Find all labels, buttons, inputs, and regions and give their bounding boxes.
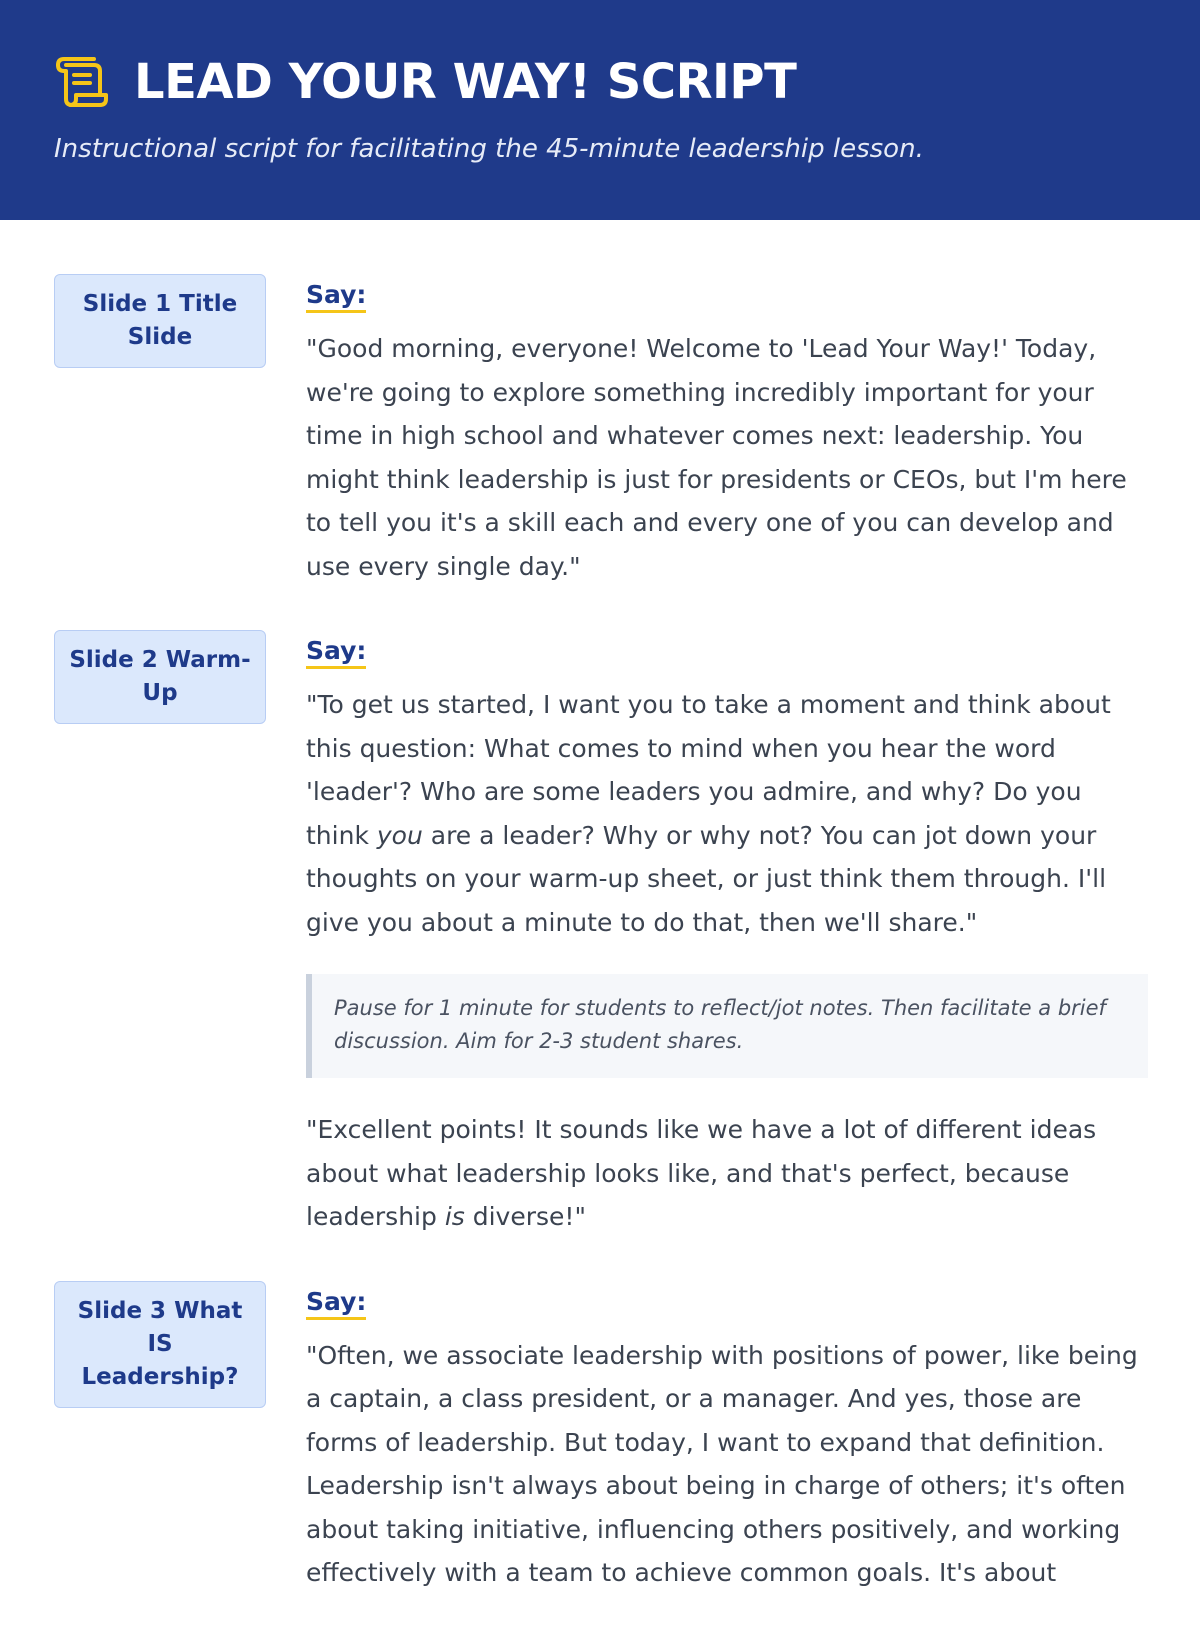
say-text-part: "Excellent points! It sounds like we have a lot of different ideas about what leadership looks like, and that's perfect, because leadership [306, 1115, 1097, 1231]
say-label: Say: [306, 636, 366, 669]
say-text-part: are a leader? Why or why not? You can jot down your thoughts on your warm-up sheet, or just think them through. I'll give you about a minute to do that, then we'll share." [306, 820, 1107, 937]
script-section-2 [54, 630, 1148, 1239]
script-content [54, 274, 1148, 1637]
say-text-emphasis: you [376, 820, 423, 850]
page-subtitle: Instructional script for facilitating the 45-minute leadership lesson. [54, 134, 924, 164]
say-text-emphasis: is [444, 1202, 465, 1231]
slide-badge: Slide 2 Warm-Up [54, 630, 266, 724]
say-paragraph: "Often, we associate leadership with positions of power, like being a captain, a class president, or a manager. And yes, those are forms of leadership. But today, I want to expand that definition. Leadership isn't always about being in charge of others; it's often about taking initiative, influencing others positively, and working effectively with a team to achieve common goals. It's about [306, 1340, 1138, 1587]
slide-badge: Slide 1 Title Slide [54, 274, 266, 368]
section-body [306, 274, 1148, 588]
script-section-3 [54, 1281, 1148, 1595]
say-label: Say: [306, 1287, 366, 1320]
scroll-icon [54, 57, 108, 107]
facilitator-note: Pause for 1 minute for students to reflect/jot notes. Then facilitate a brief discussion. Aim for 2-3 student shares. [306, 974, 1148, 1078]
page-title: LEAD YOUR WAY! SCRIPT [134, 54, 797, 110]
script-section-1 [54, 274, 1148, 588]
say-paragraph [306, 1108, 1148, 1239]
slide-badge: Slide 3 What IS Leadership? [54, 1281, 266, 1408]
header-title-row [54, 52, 1146, 112]
say-paragraph: "Good morning, everyone! Welcome to 'Lead Your Way!' Today, we're going to explore something incredibly important for your time in high school and whatever comes next: leadership. You might think leadership is just for presidents or CEOs, but I'm here to tell you it's a skill each and every one of you can develop and use every single day." [306, 334, 1127, 581]
say-text-part: diverse!" [464, 1202, 586, 1231]
say-label: Say: [306, 280, 366, 313]
say-paragraph [306, 683, 1148, 944]
say-text-part: "To get us started, I want you to take a moment and think about this question: What comes to mind when you hear the word 'leader'? Who are some leaders you admire, and why? Do you think [306, 690, 1111, 850]
section-body [306, 630, 1148, 1239]
page-header [0, 0, 1200, 220]
section-body [306, 1281, 1148, 1595]
